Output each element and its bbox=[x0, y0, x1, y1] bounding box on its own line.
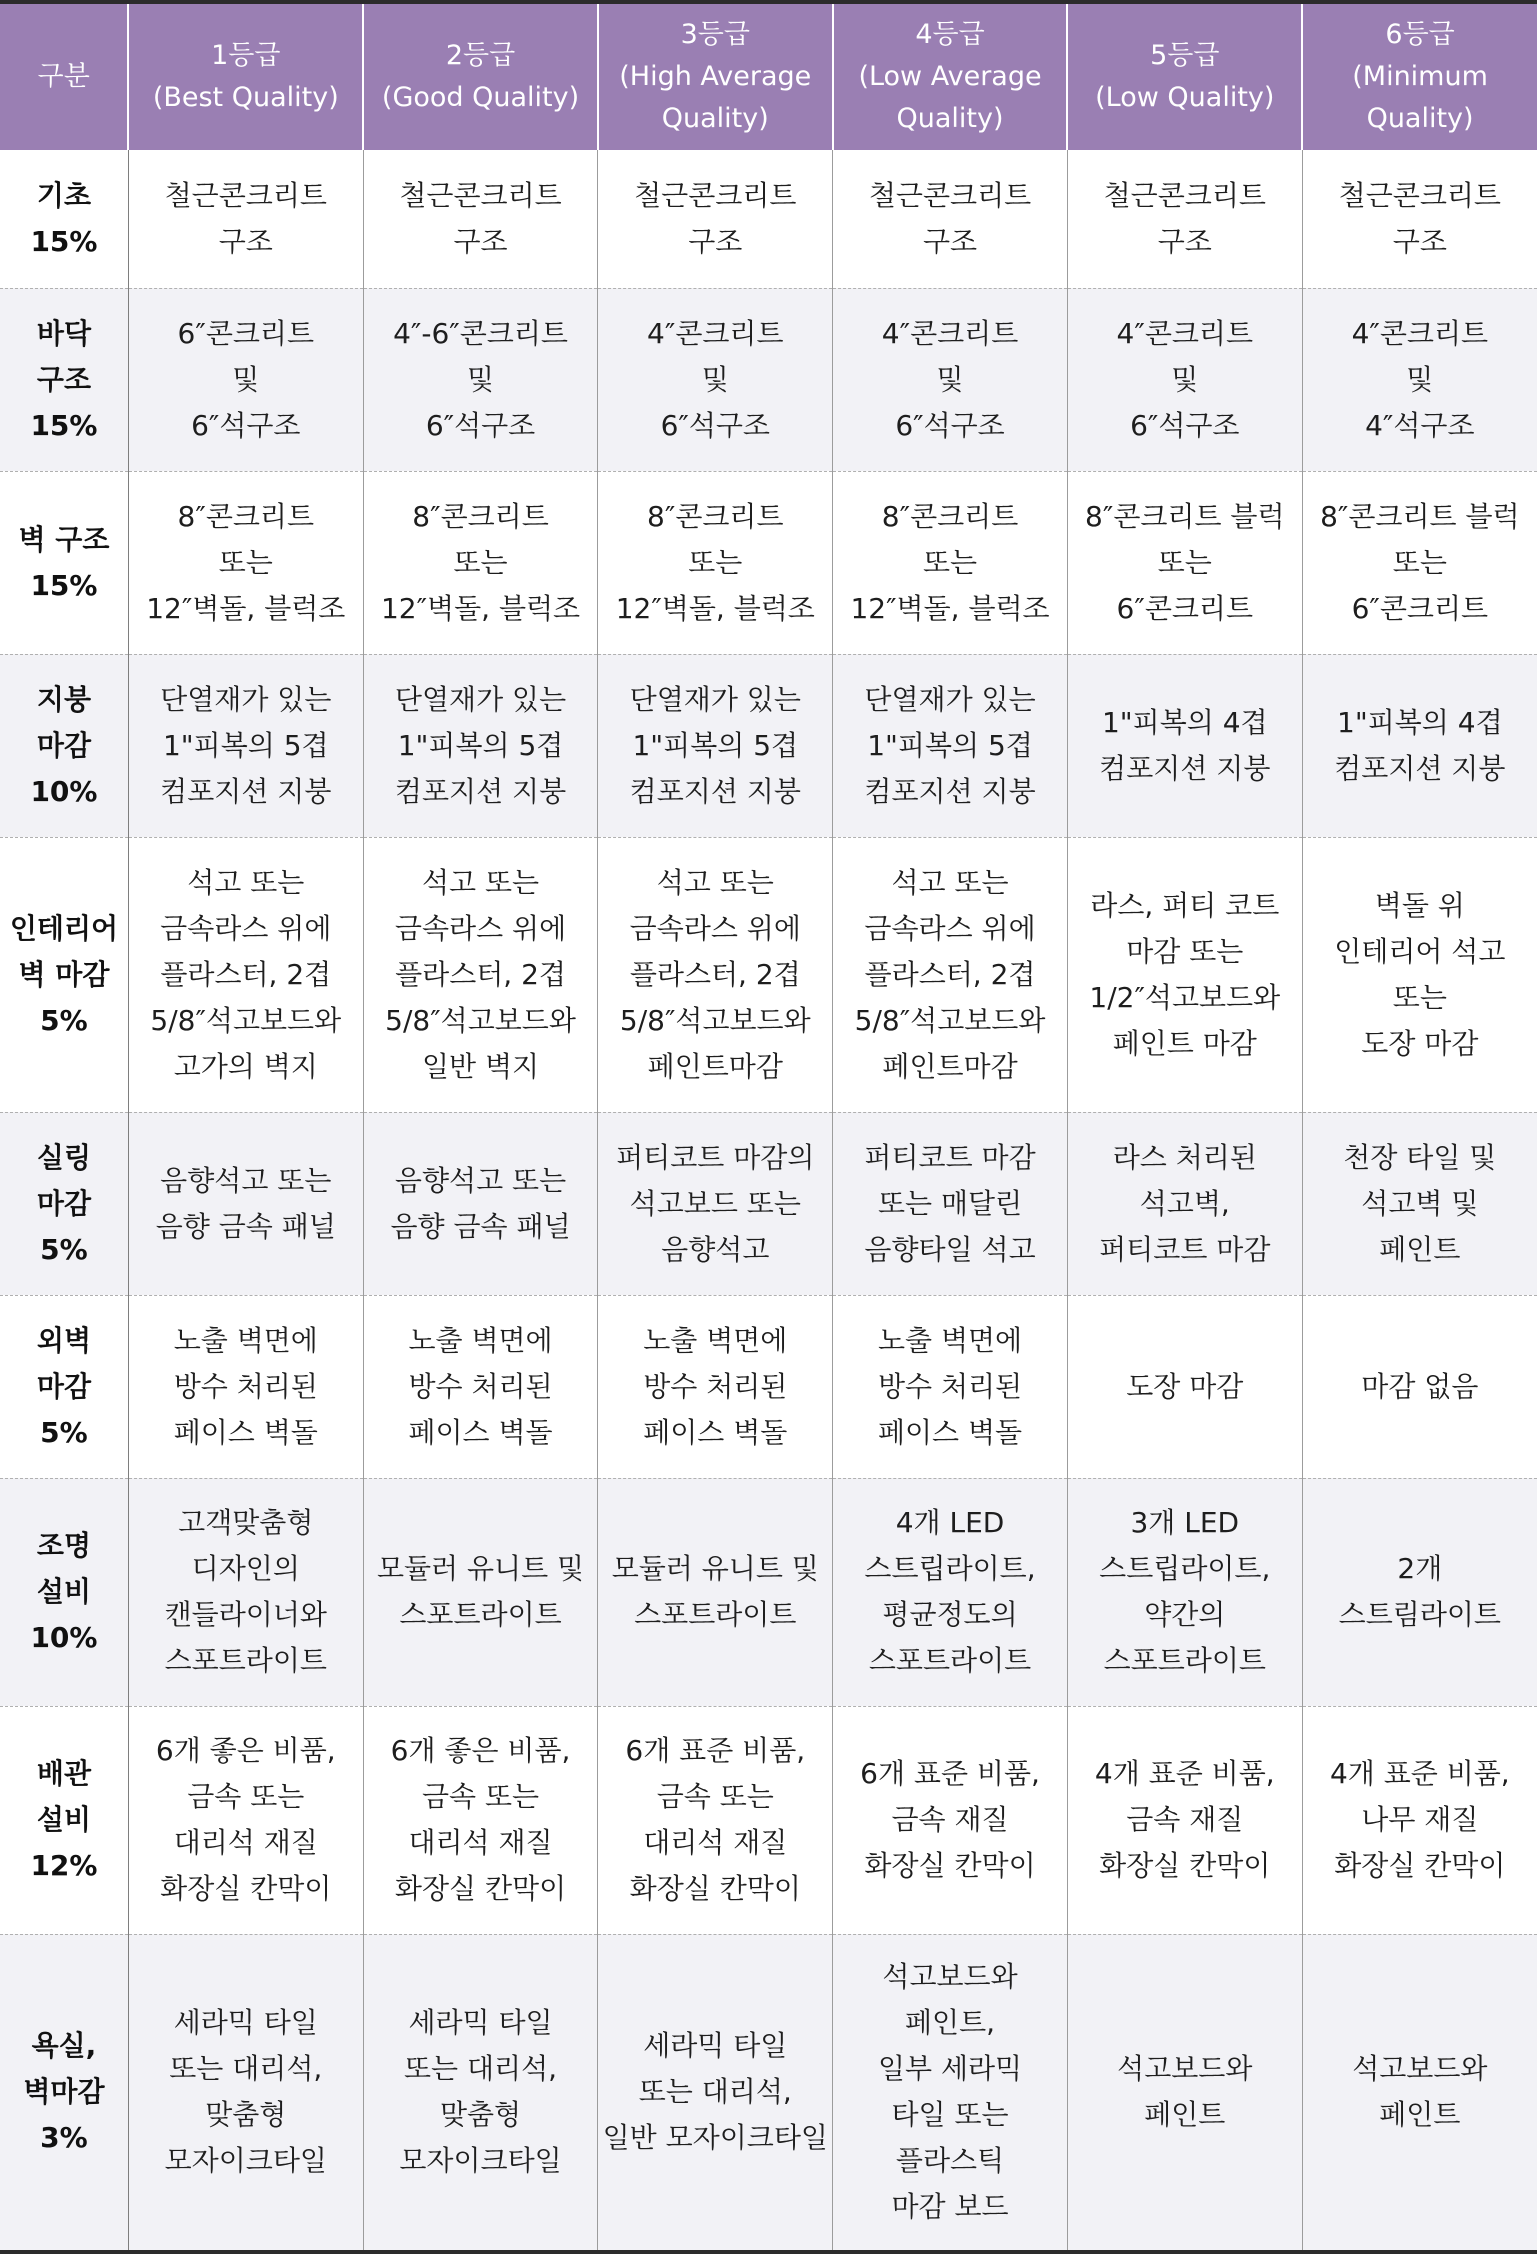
row-label: 벽 구조 15% bbox=[0, 471, 128, 654]
table-row-ceiling-finish bbox=[0, 1112, 1537, 1295]
table-cell: 4″콘크리트 및 6″석구조 bbox=[598, 288, 833, 471]
table-cell: 마감 없음 bbox=[1302, 1295, 1537, 1478]
header-grade-2: 2등급 (Good Quality) bbox=[363, 2, 598, 150]
table-cell: 석고 또는 금속라스 위에 플라스터, 2겹 5/8″석고보드와 페인트마감 bbox=[598, 837, 833, 1112]
table-cell: 석고 또는 금속라스 위에 플라스터, 2겹 5/8″석고보드와 고가의 벽지 bbox=[128, 837, 363, 1112]
table-cell: 4″-6″콘크리트 및 6″석구조 bbox=[363, 288, 598, 471]
table-cell: 벽돌 위 인테리어 석고 또는 도장 마감 bbox=[1302, 837, 1537, 1112]
table-cell: 2개 스트림라이트 bbox=[1302, 1478, 1537, 1706]
table-cell: 단열재가 있는 1"피복의 5겹 컴포지션 지붕 bbox=[598, 654, 833, 837]
table-cell: 4개 LED 스트립라이트, 평균정도의 스포트라이트 bbox=[833, 1478, 1068, 1706]
table-cell: 4″콘크리트 및 6″석구조 bbox=[1067, 288, 1302, 471]
table-cell: 노출 벽면에 방수 처리된 페이스 벽돌 bbox=[363, 1295, 598, 1478]
table-cell: 모듈러 유니트 및 스포트라이트 bbox=[598, 1478, 833, 1706]
table-cell: 8″콘크리트 또는 12″벽돌, 블럭조 bbox=[128, 471, 363, 654]
table-cell: 라스 처리된 석고벽, 퍼티코트 마감 bbox=[1067, 1112, 1302, 1295]
table-cell: 1"피복의 4겹 컴포지션 지붕 bbox=[1067, 654, 1302, 837]
table-cell: 1"피복의 4겹 컴포지션 지붕 bbox=[1302, 654, 1537, 837]
table-cell: 도장 마감 bbox=[1067, 1295, 1302, 1478]
table-cell: 8″콘크리트 블럭 또는 6″콘크리트 bbox=[1067, 471, 1302, 654]
table-cell: 4″콘크리트 및 4″석구조 bbox=[1302, 288, 1537, 471]
header-grade-6: 6등급 (Minimum Quality) bbox=[1302, 2, 1537, 150]
table-cell: 8″콘크리트 블럭 또는 6″콘크리트 bbox=[1302, 471, 1537, 654]
table-cell: 퍼티코트 마감 또는 매달린 음향타일 석고 bbox=[833, 1112, 1068, 1295]
table-cell: 노출 벽면에 방수 처리된 페이스 벽돌 bbox=[833, 1295, 1068, 1478]
table-cell: 8″콘크리트 또는 12″벽돌, 블럭조 bbox=[598, 471, 833, 654]
row-label: 욕실, 벽마감 3% bbox=[0, 1934, 128, 2252]
table-cell: 석고 또는 금속라스 위에 플라스터, 2겹 5/8″석고보드와 일반 벽지 bbox=[363, 837, 598, 1112]
table-cell: 세라믹 타일 또는 대리석, 일반 모자이크타일 bbox=[598, 1934, 833, 2252]
table-row-plumbing bbox=[0, 1706, 1537, 1934]
table-row-exterior-wall bbox=[0, 1295, 1537, 1478]
table-cell: 6″콘크리트 및 6″석구조 bbox=[128, 288, 363, 471]
table-row-foundation bbox=[0, 150, 1537, 288]
row-label: 외벽 마감 5% bbox=[0, 1295, 128, 1478]
table-row-roof-finish bbox=[0, 654, 1537, 837]
header-grade-5: 5등급 (Low Quality) bbox=[1067, 2, 1302, 150]
table-cell: 8″콘크리트 또는 12″벽돌, 블럭조 bbox=[363, 471, 598, 654]
table-cell: 세라믹 타일 또는 대리석, 맞춤형 모자이크타일 bbox=[363, 1934, 598, 2252]
table-cell: 철근콘크리트 구조 bbox=[598, 150, 833, 288]
table-cell: 철근콘크리트 구조 bbox=[1067, 150, 1302, 288]
table-cell: 노출 벽면에 방수 처리된 페이스 벽돌 bbox=[128, 1295, 363, 1478]
table-cell: 4개 표준 비품, 금속 재질 화장실 칸막이 bbox=[1067, 1706, 1302, 1934]
table-row-lighting bbox=[0, 1478, 1537, 1706]
table-cell: 6개 표준 비품, 금속 재질 화장실 칸막이 bbox=[833, 1706, 1068, 1934]
table-cell: 4개 표준 비품, 나무 재질 화장실 칸막이 bbox=[1302, 1706, 1537, 1934]
table-row-floor-structure bbox=[0, 288, 1537, 471]
row-label: 인테리어 벽 마감 5% bbox=[0, 837, 128, 1112]
table-cell: 석고 또는 금속라스 위에 플라스터, 2겹 5/8″석고보드와 페인트마감 bbox=[833, 837, 1068, 1112]
row-label: 바닥 구조 15% bbox=[0, 288, 128, 471]
table-cell: 모듈러 유니트 및 스포트라이트 bbox=[363, 1478, 598, 1706]
table-cell: 3개 LED 스트립라이트, 약간의 스포트라이트 bbox=[1067, 1478, 1302, 1706]
row-label: 배관 설비 12% bbox=[0, 1706, 128, 1934]
table-cell: 철근콘크리트 구조 bbox=[363, 150, 598, 288]
table-cell: 천장 타일 및 석고벽 및 페인트 bbox=[1302, 1112, 1537, 1295]
table-cell: 철근콘크리트 구조 bbox=[833, 150, 1068, 288]
table-cell: 6개 좋은 비품, 금속 또는 대리석 재질 화장실 칸막이 bbox=[128, 1706, 363, 1934]
table-cell: 8″콘크리트 또는 12″벽돌, 블럭조 bbox=[833, 471, 1068, 654]
table-cell: 세라믹 타일 또는 대리석, 맞춤형 모자이크타일 bbox=[128, 1934, 363, 2252]
header-grade-4: 4등급 (Low Average Quality) bbox=[833, 2, 1068, 150]
table-cell: 6개 좋은 비품, 금속 또는 대리석 재질 화장실 칸막이 bbox=[363, 1706, 598, 1934]
table-cell: 6개 표준 비품, 금속 또는 대리석 재질 화장실 칸막이 bbox=[598, 1706, 833, 1934]
table-cell: 라스, 퍼티 코트 마감 또는 1/2″석고보드와 페인트 마감 bbox=[1067, 837, 1302, 1112]
table-cell: 퍼티코트 마감의 석고보드 또는 음향석고 bbox=[598, 1112, 833, 1295]
table-cell: 석고보드와 페인트 bbox=[1302, 1934, 1537, 2252]
table-cell: 음향석고 또는 음향 금속 패널 bbox=[128, 1112, 363, 1295]
row-label: 기초 15% bbox=[0, 150, 128, 288]
header-grade-3: 3등급 (High Average Quality) bbox=[598, 2, 833, 150]
header-category: 구분 bbox=[0, 2, 128, 150]
table-cell: 철근콘크리트 구조 bbox=[128, 150, 363, 288]
table-cell: 노출 벽면에 방수 처리된 페이스 벽돌 bbox=[598, 1295, 833, 1478]
table-row-bathroom bbox=[0, 1934, 1537, 2252]
table-row-interior-wall bbox=[0, 837, 1537, 1112]
header-grade-1: 1등급 (Best Quality) bbox=[128, 2, 363, 150]
table-header-row bbox=[0, 2, 1537, 150]
table-cell: 철근콘크리트 구조 bbox=[1302, 150, 1537, 288]
table-cell: 석고보드와 페인트 bbox=[1067, 1934, 1302, 2252]
row-label: 지붕 마감 10% bbox=[0, 654, 128, 837]
table-row-wall-structure bbox=[0, 471, 1537, 654]
table-cell: 음향석고 또는 음향 금속 패널 bbox=[363, 1112, 598, 1295]
table-cell: 단열재가 있는 1"피복의 5겹 컴포지션 지붕 bbox=[363, 654, 598, 837]
table-cell: 고객맞춤형 디자인의 캔들라이너와 스포트라이트 bbox=[128, 1478, 363, 1706]
row-label: 조명 설비 10% bbox=[0, 1478, 128, 1706]
table-cell: 4″콘크리트 및 6″석구조 bbox=[833, 288, 1068, 471]
table-cell: 단열재가 있는 1"피복의 5겹 컴포지션 지붕 bbox=[128, 654, 363, 837]
table-cell: 단열재가 있는 1"피복의 5겹 컴포지션 지붕 bbox=[833, 654, 1068, 837]
row-label: 실링 마감 5% bbox=[0, 1112, 128, 1295]
table-cell: 석고보드와 페인트, 일부 세라믹 타일 또는 플라스틱 마감 보드 bbox=[833, 1934, 1068, 2252]
